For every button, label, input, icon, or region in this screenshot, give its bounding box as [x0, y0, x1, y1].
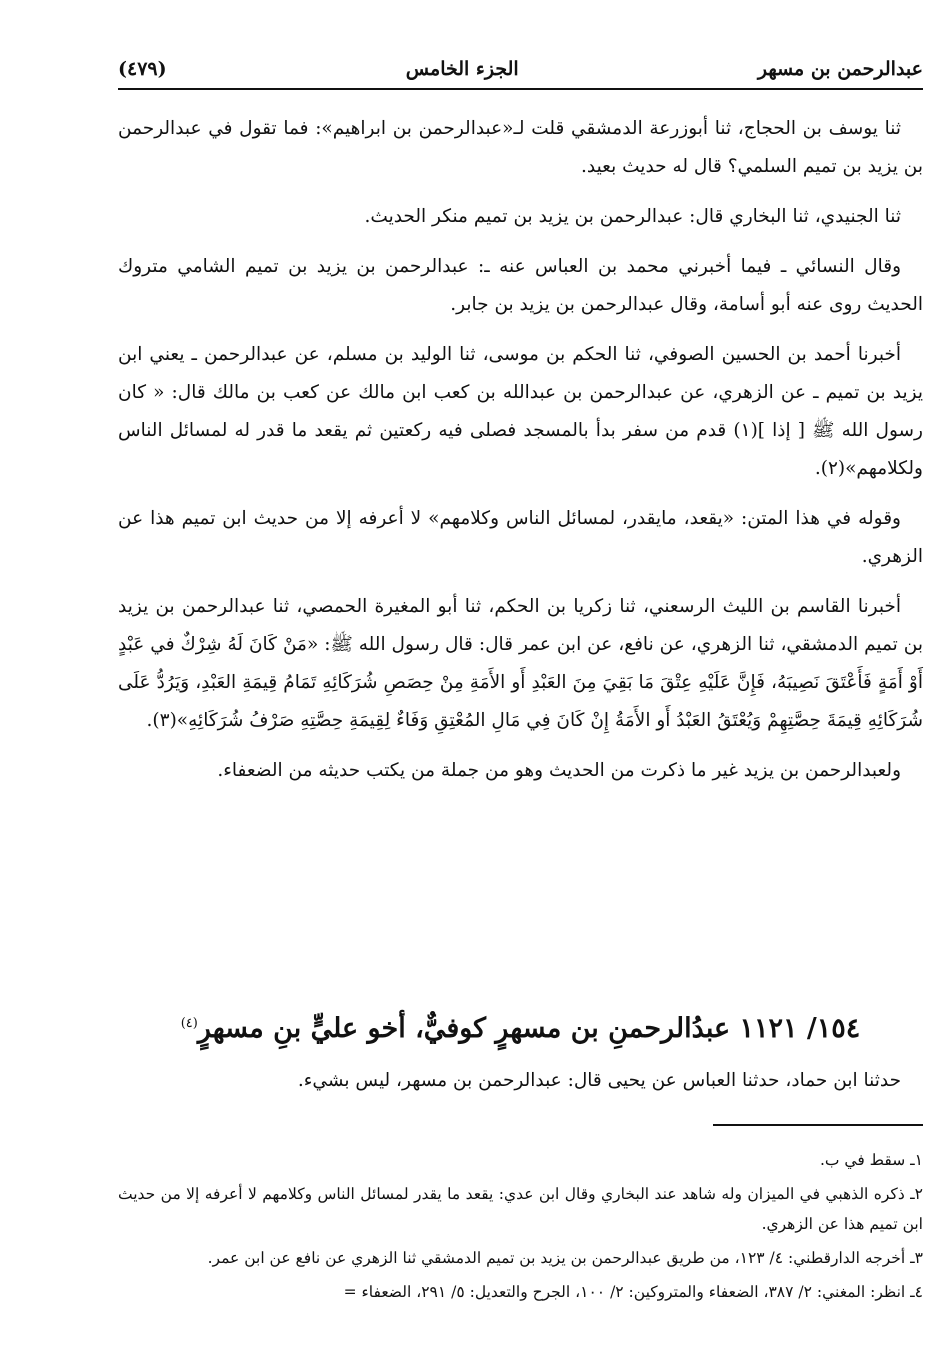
entry-heading-note: (٤)	[180, 1016, 198, 1031]
paragraph: ثنا يوسف بن الحجاج، ثنا أبوزرعة الدمشقي قلت لـ«عبدالرحمن بن ابراهيم»: فما تقول في عبدالرحمن بن يزيد بن تميم السلمي؟ قال له حديث بعيد.	[118, 118, 923, 177]
footnotes	[118, 1145, 923, 1311]
footnote: ٢ـ ذكره الذهبي في الميزان وله شاهد عند البخاري وقال ابن عدي: يقعد ما يقدر لمسائل الناس وكلامهم لا أعرفه إلا من حديث ابن تميم هذا عن الزهري.	[118, 1185, 923, 1233]
footnote-divider	[713, 1124, 923, 1126]
entry-text: حدثنا ابن حماد، حدثنا العباس عن يحيى قال: عبدالرحمن بن مسهر، ليس بشيء.	[297, 1070, 901, 1091]
entry-heading	[118, 1000, 923, 1053]
paragraph: ثنا الجنيدي، ثنا البخاري قال: عبدالرحمن بن يزيد بن تميم منكر الحديث.	[364, 206, 901, 227]
paragraph: أخبرنا أحمد بن الحسين الصوفي، ثنا الحكم بن موسى، ثنا الوليد بن مسلم، عن عبدالرحمن ـ يعني ابن يزيد بن تميم ـ عن الزهري، عن عبدالرحمن بن عبدالله بن كعب ابن مالك عن كعب بن مالك قال: « كان رسول الله ﷺ [ إذا ](١) قدم من سفر بدأ بالمسجد فصلى فيه ركعتين ثم يقعد ما قدر له لمسائل الناس ولكلامهم»(٢).	[118, 344, 923, 479]
page-number: (٤٧٩)	[118, 58, 167, 80]
paragraph: وقال النسائي ـ فيما أخبرني محمد بن العباس عنه ـ: عبدالرحمن بن يزيد بن تميم الشامي متروك الحديث روى عنه أبو أسامة، وقال عبدالرحمن بن يزيد بن جابر.	[118, 256, 923, 315]
running-title: عبدالرحمن بن مسهر	[757, 58, 923, 80]
paragraph: أخبرنا القاسم بن الليث الرسعني، ثنا زكريا بن الحكم، ثنا أبو المغيرة الحمصي، ثنا عبدالرحمن بن يزيد بن تميم الدمشقي، ثنا الزهري، عن نافع، عن ابن عمر قال: قال رسول الله ﷺ: «مَنْ كَانَ لَهُ شِرْكٌ في عَبْدٍ أَوْ أَمَةٍ فَأَعْتَقَ نَصِيبَهُ، فَإِنَّ عَلَيْهِ عِتْقَ مَا بَقِيَ مِنَ العَبْدِ أَو الأَمَةِ مِنْ حِصَصِ شُرَكَائِهِ تَمَامُ قِيمَةِ العَبْدِ، وَيَرُدُّ عَلَى شُرَكَائِهِ قِيمَةَ حِصَّتِهِمْ وَيُعْتَقُ العَبْدُ أَو الأَمَةُ إِنْ كَانَ فِي مَالِ المُعْتِقِ وَفَاءٌ لِقِيمَةِ حِصَّتِهِ صَرْفُ شُرَكَائِهِ»(٣).	[118, 596, 923, 731]
main-text	[118, 110, 923, 802]
footnote: ٤ـ انظر: المغني: ٢/ ٣٨٧، الضعفاء والمتروكين: ٢/ ١٠٠، الجرح والتعديل: ٥/ ٢٩١، الضعفاء =	[343, 1283, 923, 1301]
part-label: الجزء الخامس	[405, 58, 519, 80]
footnote: ٣ـ أخرجه الدارقطني: ٤/ ١٢٣، من طريق عبدالرحمن بن يزيد بن تميم الدمشقي ثنا الزهري عن نافع عن ابن عمر.	[207, 1249, 923, 1267]
entry-heading-text: ١٥٤/ ١١٢١ عبدُالرحمنِ بن مسهرٍ كوفيٌّ، أخو عليٍّ بنِ مسهرٍ	[197, 1013, 861, 1044]
paragraph: وقوله في هذا المتن: «يقعد، مايقدر، لمسائل الناس وكلامهم» لا أعرفه إلا من حديث ابن تميم هذا عن الزهري.	[118, 508, 923, 567]
paragraph: ولعبدالرحمن بن يزيد غير ما ذكرت من الحديث وهو من جملة من يكتب حديثه من الضعفاء.	[217, 760, 901, 781]
page-header	[118, 50, 923, 90]
footnote: ١ـ سقط في ب.	[819, 1151, 923, 1169]
